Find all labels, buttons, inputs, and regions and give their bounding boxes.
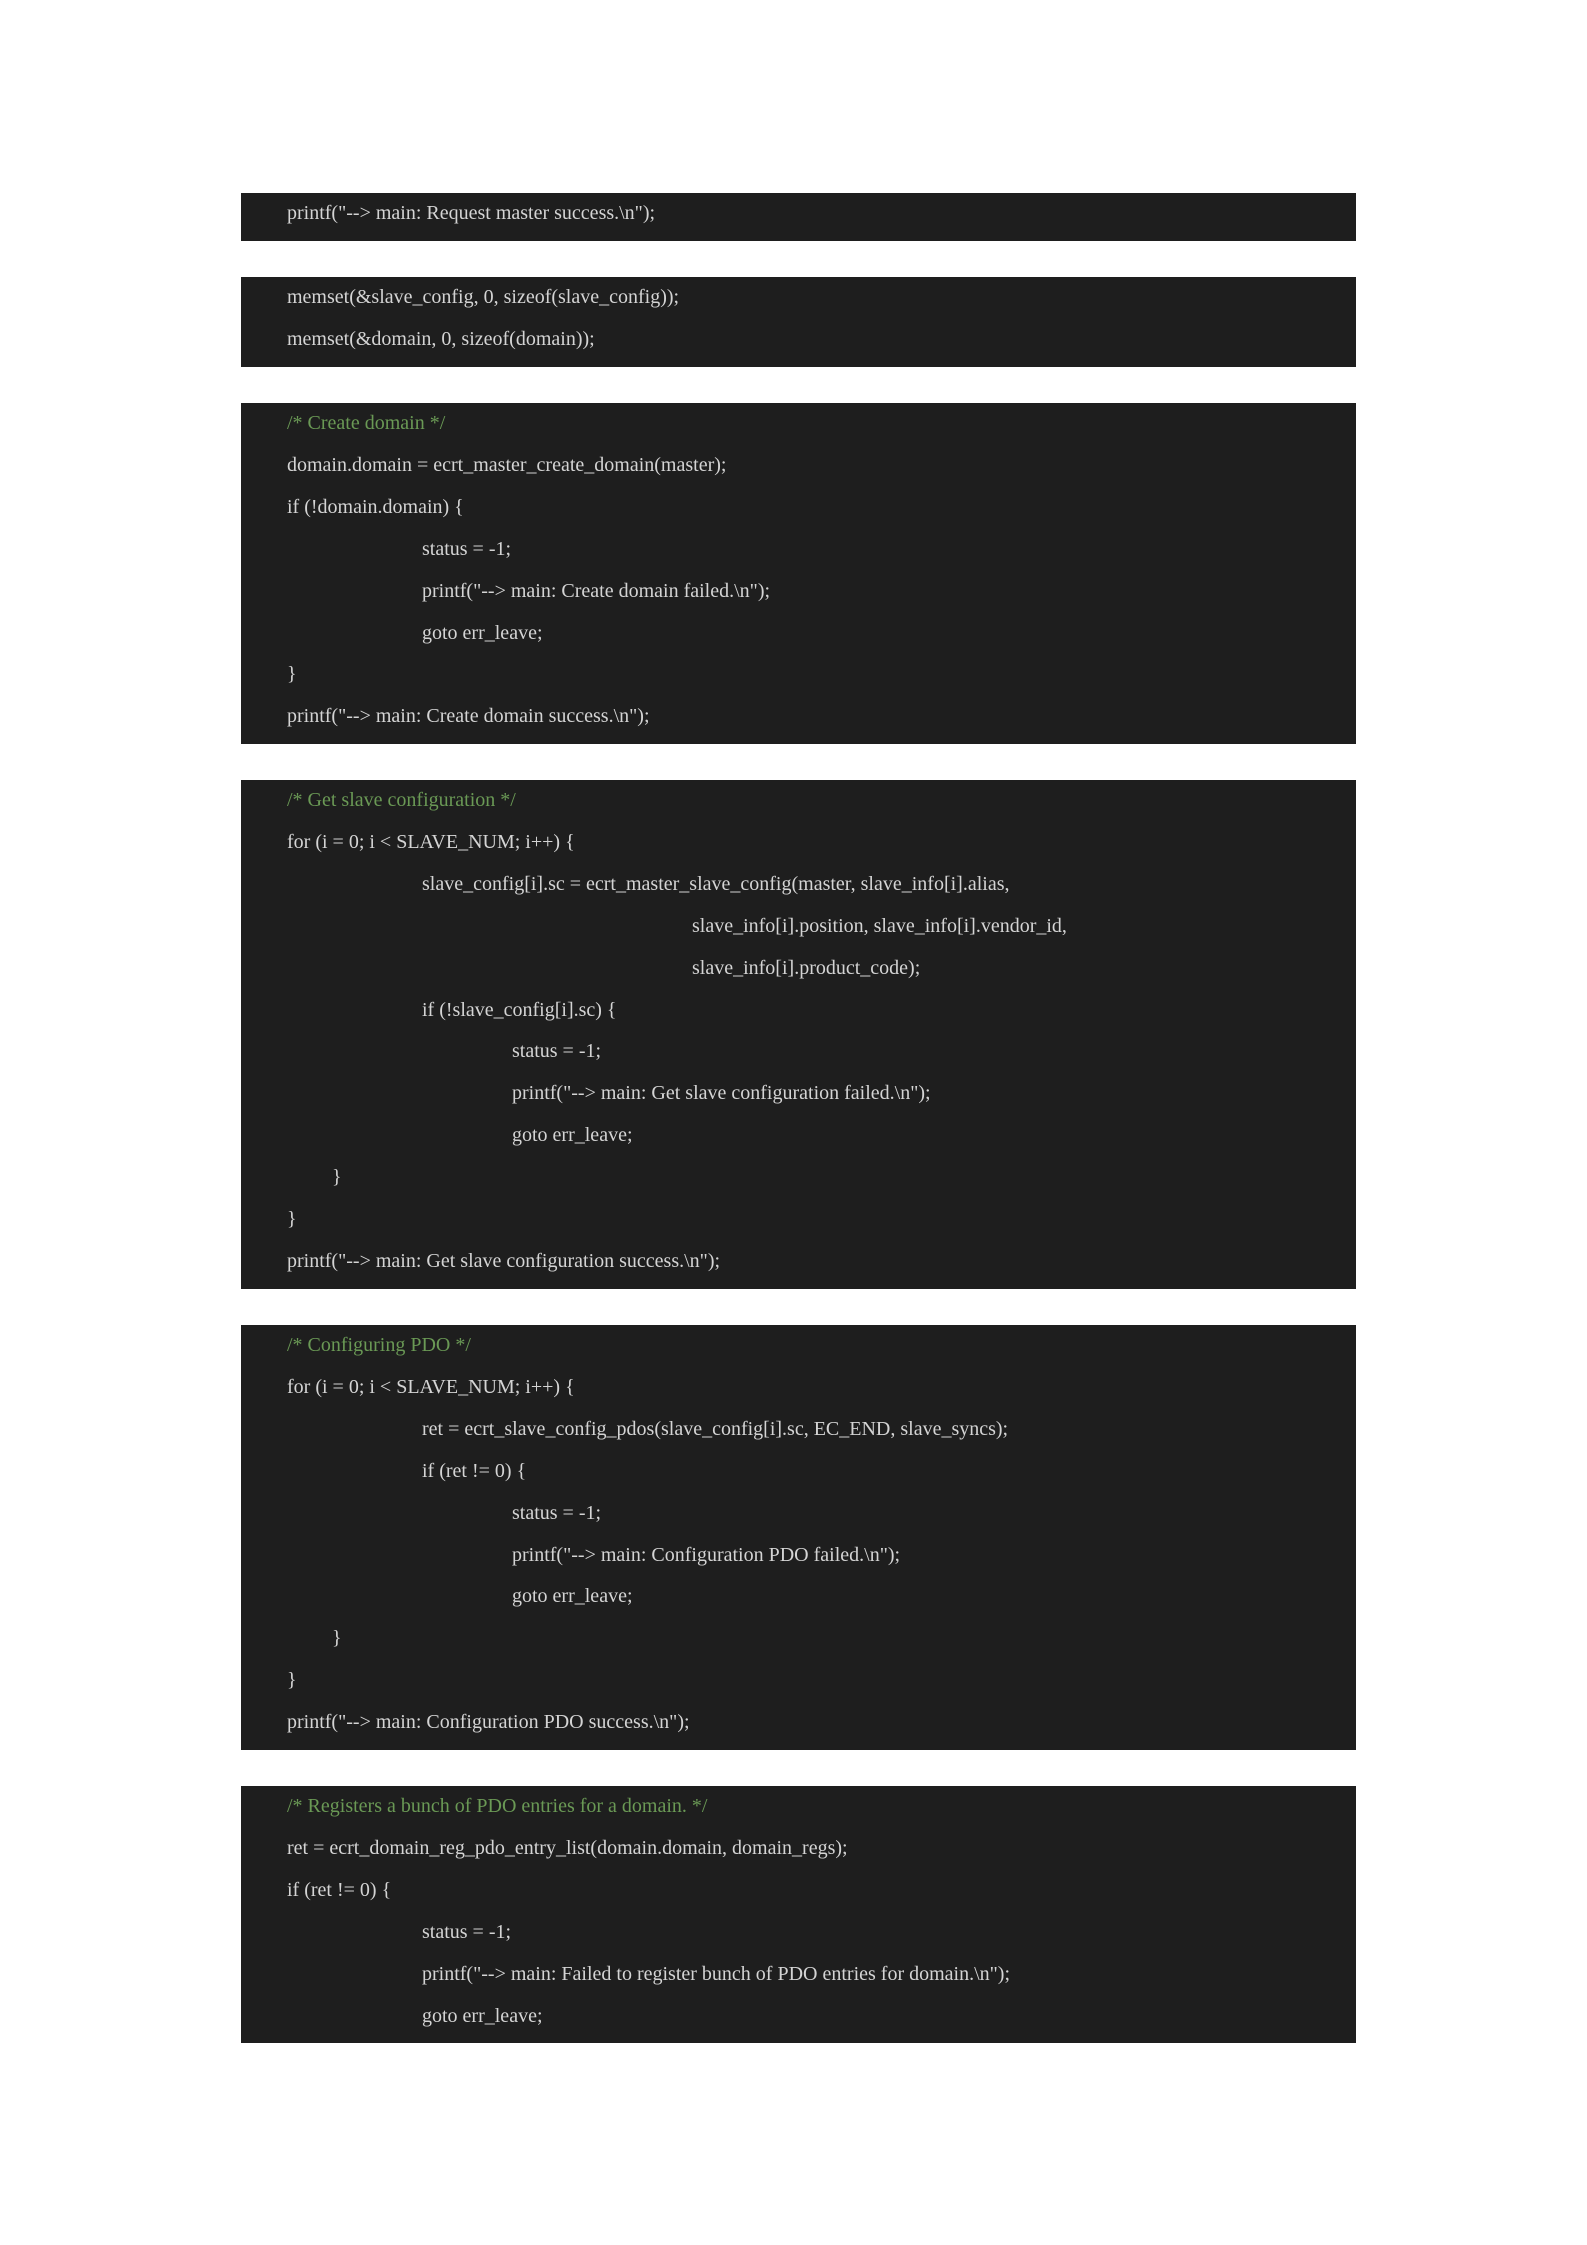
- code-line: printf("--> main: Request master success.\n");: [287, 202, 656, 224]
- code-comment: /* Registers a bunch of PDO entries for a domain. */: [287, 1795, 708, 1817]
- code-line: for (i = 0; i < SLAVE_NUM; i++) {: [287, 1376, 575, 1398]
- code-line: printf("--> main: Get slave configuration success.\n");: [287, 1250, 721, 1272]
- code-line: }: [287, 1669, 297, 1691]
- code-line: for (i = 0; i < SLAVE_NUM; i++) {: [287, 831, 575, 853]
- code-line: memset(&domain, 0, sizeof(domain));: [287, 328, 595, 350]
- code-line: printf("--> main: Create domain success.\n");: [287, 705, 650, 727]
- code-line: if (ret != 0) {: [422, 1460, 527, 1482]
- code-line: status = -1;: [422, 1921, 512, 1943]
- code-line: if (!domain.domain) {: [287, 496, 464, 518]
- code-line: status = -1;: [422, 538, 512, 560]
- code-line: slave_info[i].position, slave_info[i].vendor_id,: [692, 915, 1067, 937]
- code-line: printf("--> main: Configuration PDO failed.\n");: [512, 1544, 901, 1566]
- code-comment: /* Get slave configuration */: [287, 789, 516, 811]
- register-pdo-block: [241, 1786, 1356, 2043]
- code-line: memset(&slave_config, 0, sizeof(slave_config));: [287, 286, 680, 308]
- code-line: goto err_leave;: [512, 1124, 633, 1146]
- slave-config-block: [241, 780, 1356, 1289]
- code-line: if (ret != 0) {: [287, 1879, 392, 1901]
- code-line: }: [332, 1627, 342, 1649]
- code-line: }: [287, 1208, 297, 1230]
- code-line: status = -1;: [512, 1040, 602, 1062]
- code-line: slave_info[i].product_code);: [692, 957, 921, 979]
- code-line: ret = ecrt_domain_reg_pdo_entry_list(domain.domain, domain_regs);: [287, 1837, 848, 1859]
- code-line: goto err_leave;: [512, 1585, 633, 1607]
- configure-pdo-block: [241, 1325, 1356, 1750]
- code-line: }: [287, 663, 297, 685]
- code-line: }: [332, 1166, 342, 1188]
- memset-block: [241, 277, 1356, 367]
- code-comment: /* Configuring PDO */: [287, 1334, 471, 1356]
- code-line: if (!slave_config[i].sc) {: [422, 999, 617, 1021]
- code-line: printf("--> main: Configuration PDO success.\n");: [287, 1711, 690, 1733]
- code-line: domain.domain = ecrt_master_create_domain(master);: [287, 454, 727, 476]
- code-line: goto err_leave;: [422, 2005, 543, 2027]
- code-line: ret = ecrt_slave_config_pdos(slave_config[i].sc, EC_END, slave_syncs);: [422, 1418, 1009, 1440]
- code-line: printf("--> main: Failed to register bunch of PDO entries for domain.\n");: [422, 1963, 1011, 1985]
- code-line: status = -1;: [512, 1502, 602, 1524]
- code-comment: /* Create domain */: [287, 412, 446, 434]
- code-line: slave_config[i].sc = ecrt_master_slave_config(master, slave_info[i].alias,: [422, 873, 1010, 895]
- code-line: printf("--> main: Create domain failed.\n");: [422, 580, 771, 602]
- code-line: goto err_leave;: [422, 622, 543, 644]
- code-line: printf("--> main: Get slave configuration failed.\n");: [512, 1082, 931, 1104]
- create-domain-block: [241, 403, 1356, 744]
- request-master-block: [241, 193, 1356, 241]
